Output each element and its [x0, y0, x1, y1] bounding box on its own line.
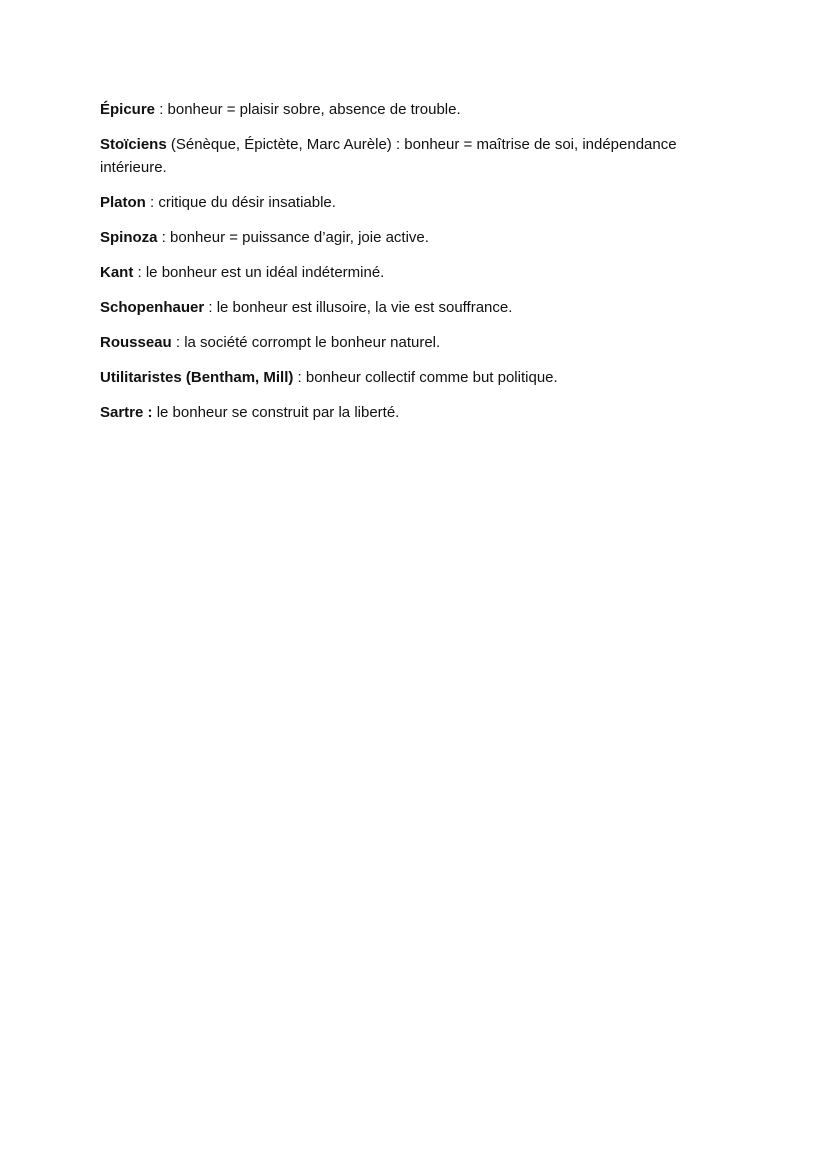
entry-platon — [100, 191, 730, 214]
entry-text: : bonheur = puissance d’agir, joie active. — [157, 229, 429, 246]
entry-epicure — [100, 98, 730, 121]
entry-text: : le bonheur est un idéal indéterminé. — [133, 264, 385, 281]
entry-text: : bonheur = plaisir sobre, absence de trouble. — [155, 101, 461, 118]
entry-term: Sartre : — [100, 404, 153, 421]
entry-spinoza — [100, 226, 730, 249]
entry-term: Rousseau — [100, 334, 172, 351]
entry-text: : bonheur collectif comme but politique. — [293, 369, 558, 386]
entry-text: : critique du désir insatiable. — [145, 194, 336, 211]
entry-term: Spinoza — [100, 229, 158, 246]
philosophers-list — [100, 98, 730, 436]
entry-stoiciens — [100, 133, 730, 179]
entry-text: : la société corrompt le bonheur naturel. — [171, 334, 441, 351]
entry-term: Épicure — [100, 101, 156, 118]
entry-term: Schopenhauer — [100, 299, 205, 316]
entry-kant — [100, 261, 730, 284]
entry-text: (Sénèque, Épictète, Marc Aurèle) : bonheur = maîtrise de soi, indépendance intérieure. — [100, 136, 677, 176]
entry-utilitaristes — [100, 366, 730, 389]
entry-term: Stoïciens — [100, 136, 167, 153]
entry-term: Kant — [100, 264, 134, 281]
entry-term: Platon — [100, 194, 146, 211]
entry-sartre — [100, 401, 730, 424]
entry-term: Utilitaristes (Bentham, Mill) — [100, 369, 294, 386]
entry-text: le bonheur se construit par la liberté. — [152, 404, 400, 421]
entry-schopenhauer — [100, 296, 730, 319]
entry-text: : le bonheur est illusoire, la vie est souffrance. — [204, 299, 513, 316]
entry-rousseau — [100, 331, 730, 354]
